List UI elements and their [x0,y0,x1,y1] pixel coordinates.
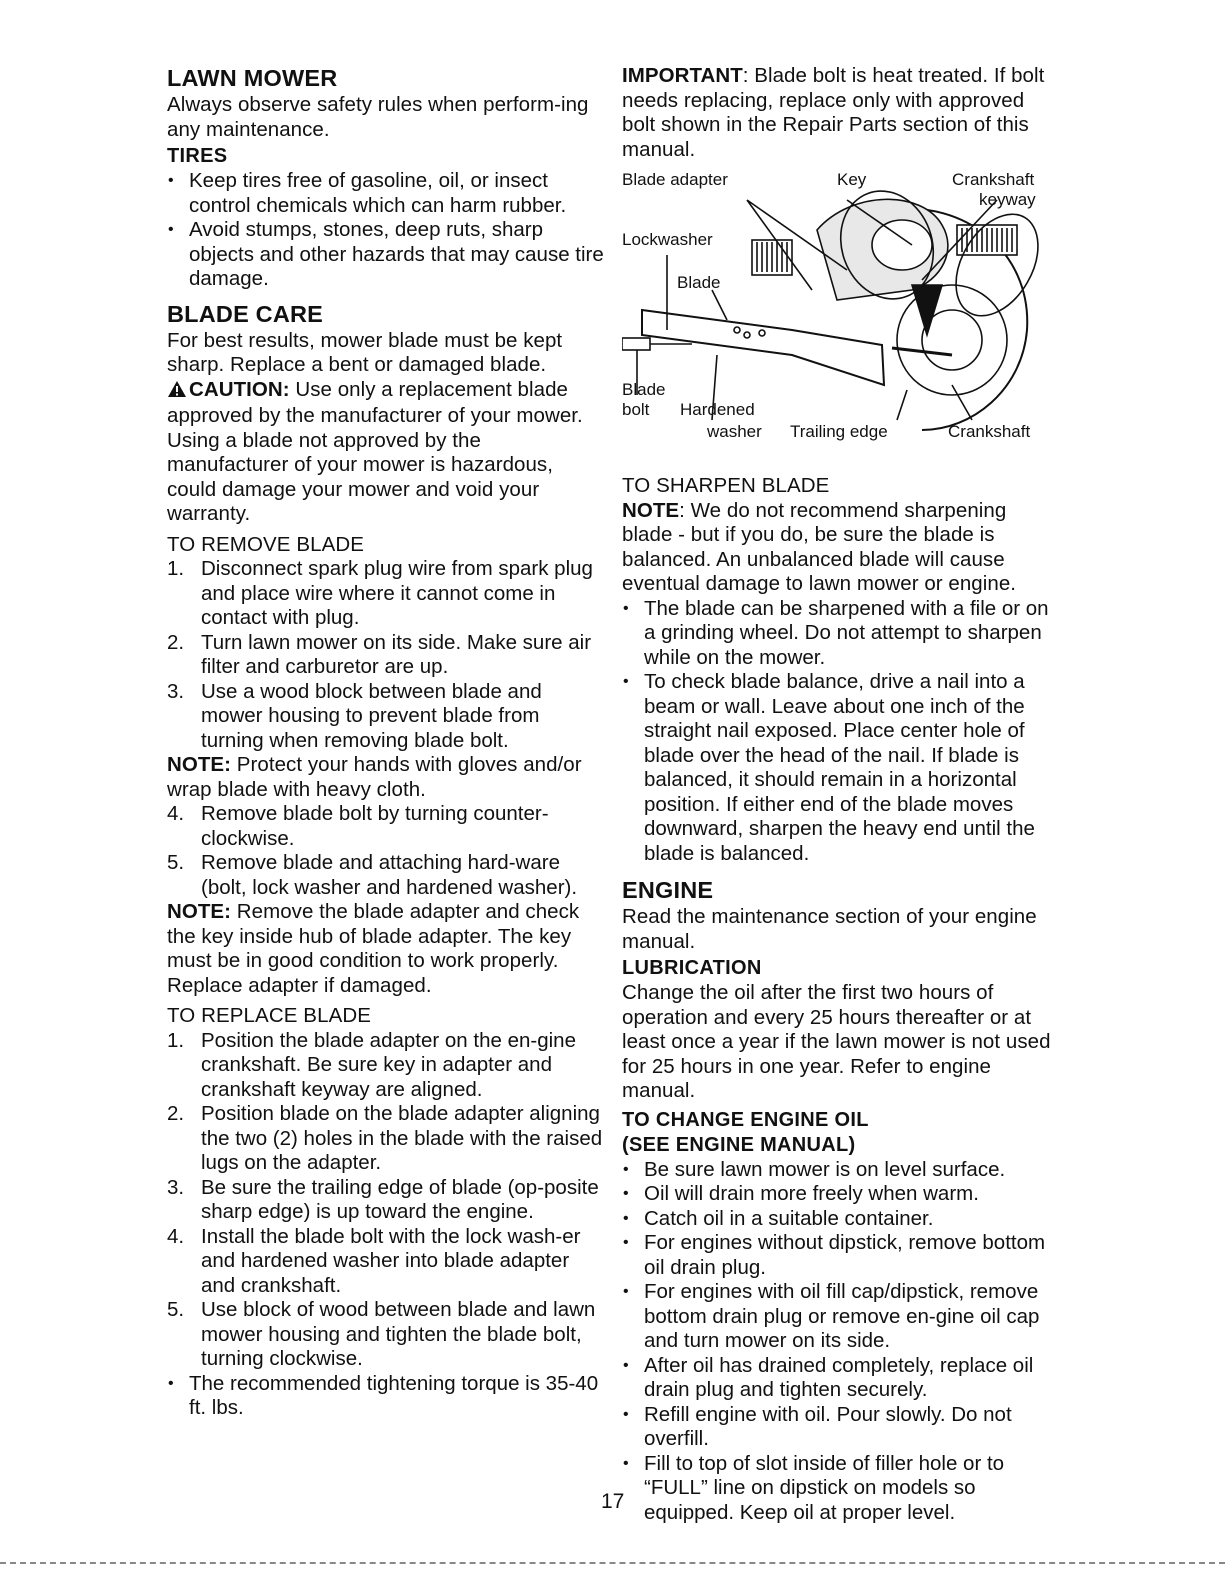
sharpen-list [622,597,1052,867]
sharpen-note: NOTE: We do not recommend sharpening blade - but if you do, be sure the blade is balanced. An unbalanced blade will cause eventual damage to lawn mower or engine. [622,498,1017,595]
list-item: 2. Turn lawn mower on its side. Make sure air filter and carburetor are up. [167,630,592,678]
remove-steps [167,557,607,753]
warning-triangle-icon [167,380,187,405]
replace-steps [167,1029,607,1372]
list-item: • To check blade balance, drive a nail into a beam or wall. Leave about one inch of the straight nail exposed. Place center hole of blade over the head of the nail. If blade is balanced, it should remain in a horizontal position. If either end of the blade moves downward, sharpen the heavy end until the blade is balanced. [622,670,1052,866]
list-item: 1. Position the blade adapter on the en-gine crankshaft. Be sure key in adapter and crankshaft keyway are aligned. [167,1028,576,1101]
list-item: • Refill engine with oil. Pour slowly. Do not overfill. [622,1403,1052,1452]
list-item: 2. Position blade on the blade adapter aligning the two (2) holes in the blade with the raised lugs on the adapter. [167,1102,603,1174]
label-blade-bolt-2: bolt [622,400,650,419]
tires-heading: TIRES [167,145,228,167]
oil-list [622,1158,1052,1526]
footer-rule [0,1562,1225,1564]
list-item: 1. Disconnect spark plug wire from spark plug and place wire where it cannot come in contact with plug. [167,557,593,629]
list-item: • Avoid stumps, stones, deep ruts, sharp objects and other hazards that may cause tire damage. [167,218,607,292]
tires-list [167,169,607,292]
engine-heading: ENGINE [622,877,714,903]
label-lockwasher: Lockwasher [622,230,713,249]
important-label: IMPORTANT [622,64,743,87]
note-gloves: NOTE: Protect your hands with gloves and/or wrap blade with heavy cloth. [167,753,582,801]
blade-care-text: For best results, mower blade must be kept sharp. Replace a bent or damaged blade. [167,328,563,376]
label-crankshaft: Crankshaft [948,422,1031,441]
list-item: • Be sure lawn mower is on level surface. [622,1158,1052,1183]
label-blade-adapter: Blade adapter [622,170,728,189]
engine-text: Read the maintenance section of your engine manual. [622,905,1037,953]
label-trailing-edge: Trailing edge [790,422,888,441]
blade-care-heading: BLADE CARE [167,300,324,327]
lubrication-heading: LUBRICATION [622,957,762,979]
change-oil-heading-1: TO CHANGE ENGINE OIL [622,1108,869,1131]
caution-text: Use only a replacement blade approved by the manufacturer of your mower. Using a blade not approved by the manufacturer of your mower is hazardous, could damage your mower and void your warranty. [167,377,583,525]
lawn-mower-intro: Always observe safety rules when perform-ing any maintenance. [167,93,589,141]
remove-steps-continued [167,802,607,900]
label-blade-bolt-1: Blade [622,380,666,399]
sharpen-blade-heading: TO SHARPEN BLADE [622,474,830,497]
list-item: • Keep tires free of gasoline, oil, or insect control chemicals which can harm rubber. [167,169,607,218]
list-item: 5. Remove blade and attaching hard-ware (bolt, lock washer and hardened washer). [167,851,578,899]
change-oil-heading-2: (SEE ENGINE MANUAL) [622,1133,856,1156]
note-adapter: NOTE: Remove the blade adapter and check the key inside hub of blade adapter. The key must be in good condition to work properly. Replace adapter if damaged. [167,900,580,997]
label-crankshaft-keyway-1: Crankshaft [952,170,1035,189]
label-key: Key [837,170,867,189]
important-paragraph: IMPORTANT: Blade bolt is heat treated. If bolt needs replacing, replace only with approved bolt shown in the Repair Parts section of this manual. [622,64,1045,161]
list-item: • Fill to top of slot inside of filler hole or to “FULL” line on dipstick on models so equipped. Keep oil at proper level. [622,1452,1052,1526]
list-item: • For engines with oil fill cap/dipstick, remove bottom drain plug or remove en-gine oil cap and turn mower on its side. [622,1280,1052,1354]
list-item: 5. Use block of wood between blade and lawn mower housing and tighten the blade bolt, turning clockwise. [167,1298,596,1370]
left-column [167,64,607,1421]
torque-list [167,1372,607,1421]
label-hardened-washer-2: washer [707,422,762,441]
list-item: • The blade can be sharpened with a file or on a grinding wheel. Do not attempt to sharpen while on the mower. [622,597,1052,671]
remove-blade-heading: TO REMOVE BLADE [167,532,365,556]
list-item: • The recommended tightening torque is 35-40 ft. lbs. [167,1372,607,1421]
replace-blade-heading: TO REPLACE BLADE [167,1004,372,1027]
lubrication-text: Change the oil after the first two hours of operation and every 25 hours thereafter or at least once a year if the lawn mower is not used for 25 hours in one year. Refer to engine manual. [622,981,1051,1102]
right-column [622,64,1052,1525]
list-item: • Oil will drain more freely when warm. [622,1182,1052,1207]
list-item: 3. Use a wood block between blade and mower housing to prevent blade from turning when removing blade bolt. [167,679,542,752]
list-item: 3. Be sure the trailing edge of blade (op-posite sharp edge) is up toward the engine. [167,1175,599,1223]
blade-assembly-diagram [622,170,1052,460]
list-item: • Catch oil in a suitable container. [622,1207,1052,1232]
list-item: 4. Install the blade bolt with the lock wash-er and hardened washer into blade adapter and crankshaft. [167,1224,581,1297]
lawn-mower-heading: LAWN MOWER [167,65,338,91]
list-item: • For engines without dipstick, remove bottom oil drain plug. [622,1231,1052,1280]
caution-label: CAUTION: [189,377,290,401]
label-blade: Blade [677,273,721,292]
list-item: 4. Remove blade bolt by turning counter-clockwise. [167,802,549,850]
caution-paragraph [167,378,607,527]
label-hardened-washer-1: Hardened [680,400,755,419]
label-crankshaft-keyway-2: keyway [979,190,1036,209]
list-item: • After oil has drained completely, replace oil drain plug and tighten securely. [622,1354,1052,1403]
page-number: 17 [601,1490,625,1513]
